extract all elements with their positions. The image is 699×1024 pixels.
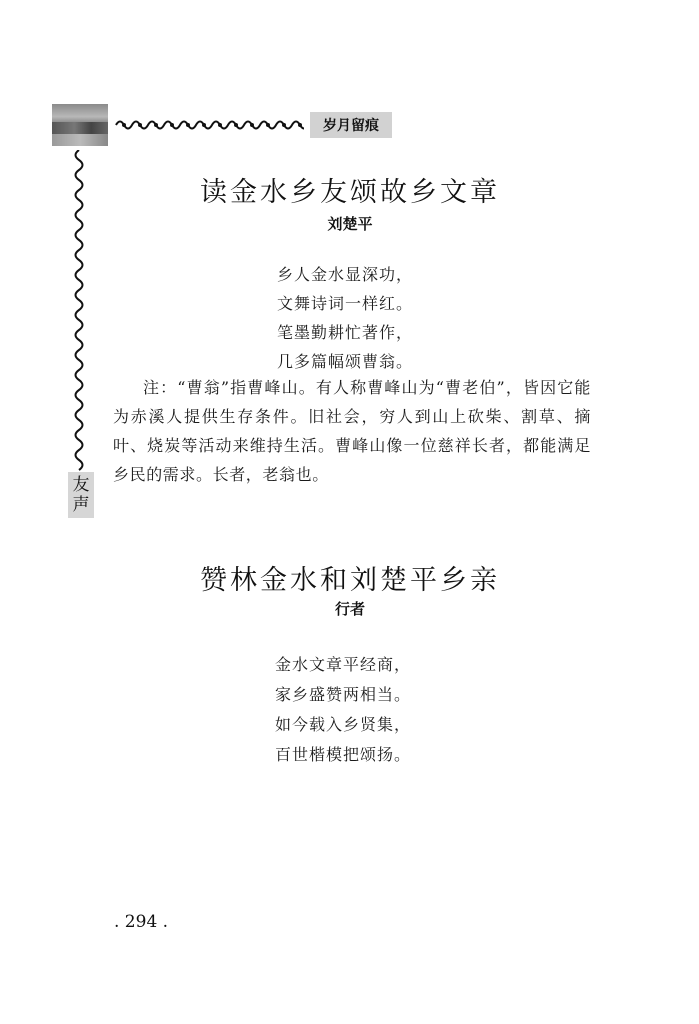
article-2-author: 行者 [334,600,365,618]
article-1-note: 注：“曹翁”指曹峰山。有人称曹峰山为“曹老伯”，皆因它能为赤溪人提供生存条件。旧社会，穷人到山上砍柴、割草、摘叶、烧炭等活动来维持生活。曹峰山像一位慈祥长者，都能满足乡民的需求。长者，老翁也。 [113,378,591,484]
article-1-author: 刘楚平 [327,215,373,233]
poem-line: 笔墨勤耕忙著作， [277,323,414,342]
poem-line: 百世楷模把颂扬。 [275,745,412,764]
article-2-title: 赞林金水和刘楚平乡亲 [200,565,500,596]
side-tab-char-1: 友 [72,475,90,495]
section-tab [310,112,392,138]
side-tab-char-2: 声 [72,495,90,515]
poem-line: 几多篇幅颂曹翁。 [277,352,414,371]
side-section-tab [68,472,94,518]
side-scroll-border-ornament [66,150,92,472]
page-number: . 294 . [114,912,169,932]
article-1-title: 读金水乡友颂故乡文章 [200,177,500,208]
section-label: 岁月留痕 [323,118,379,134]
poem-line: 文舞诗词一样红。 [277,294,414,313]
landscape-photo-icon [52,104,108,146]
article-2-poem [275,650,411,770]
poem-line: 如今载入乡贤集， [275,715,412,734]
scroll-border-ornament [112,115,304,135]
poem-line: 乡人金水显深功， [277,265,414,284]
poem-line: 家乡盛赞两相当。 [275,685,412,704]
poem-line: 金水文章平经商， [275,655,412,674]
article-1-poem [277,260,413,376]
